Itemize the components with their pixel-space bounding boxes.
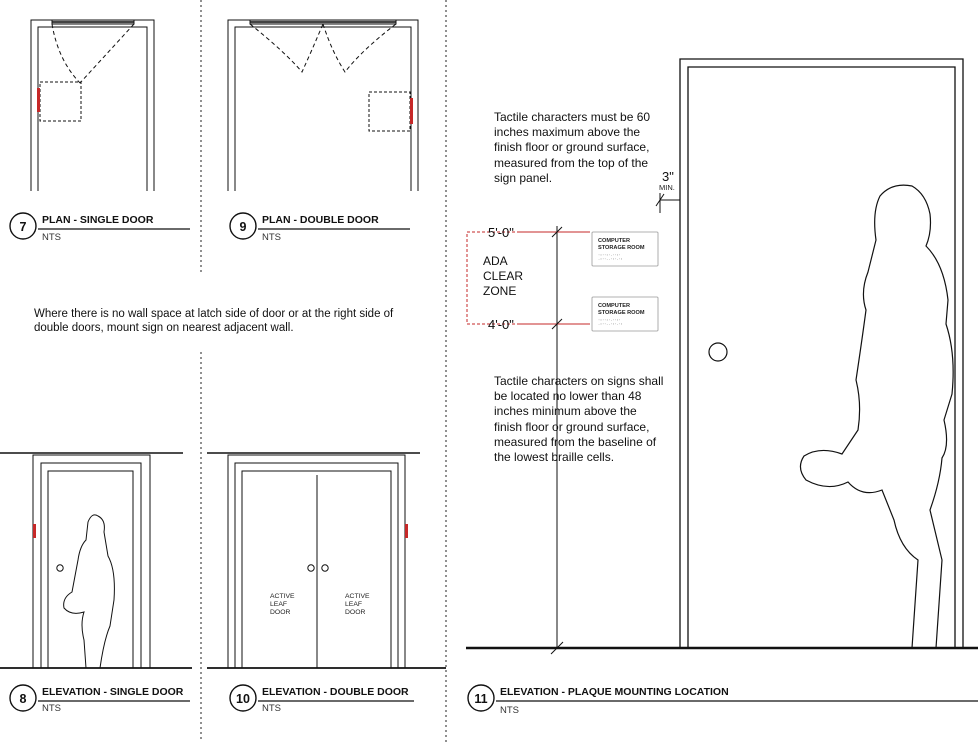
- dimension-clearance-sub: MIN.: [659, 183, 675, 192]
- svg-text:ACTIVE: ACTIVE: [270, 593, 295, 600]
- svg-text:ELEVATION - DOUBLE DOOR: ELEVATION - DOUBLE DOOR: [262, 686, 409, 698]
- svg-text:DOOR: DOOR: [270, 609, 291, 616]
- sign-plaque-bottom: [592, 297, 658, 331]
- svg-text:COMPUTER: COMPUTER: [598, 303, 631, 309]
- svg-text:NTS: NTS: [262, 232, 281, 243]
- plan-single-door: [31, 20, 154, 191]
- note-max-height: Tactile characters must be 60 inches maximum above the finish floor or ground surface, measured from the top of the sign panel.: [494, 110, 651, 185]
- note-min-height: Tactile characters on signs shall be located no lower than 48 inches minimum above the finish floor or ground surface, measured from the baseline of the lowest braille cells.: [494, 374, 664, 465]
- svg-text:NTS: NTS: [500, 705, 519, 716]
- svg-text:.:··..·:·.·:: .:··..·:·.·:: [598, 257, 623, 261]
- svg-text:·:··:·.··:·: ·:··:·.··:·: [598, 253, 621, 257]
- sign-marker-red: [410, 98, 413, 124]
- elevation-single-door: [0, 453, 192, 668]
- svg-text:7: 7: [19, 220, 27, 234]
- title-block-10: [230, 685, 414, 714]
- svg-text:COMPUTER: COMPUTER: [598, 238, 631, 244]
- dimension-bottom: 4'-0": [488, 317, 514, 332]
- svg-text:ELEVATION - PLAQUE MOUNTING LO: ELEVATION - PLAQUE MOUNTING LOCATION: [500, 686, 729, 698]
- sign-marker-red: [37, 88, 40, 112]
- plan-double-door: [228, 20, 418, 191]
- active-leaf-right: [345, 593, 370, 616]
- title-block-7: [10, 213, 190, 243]
- clear-zone-label-2: CLEAR: [483, 269, 524, 283]
- title-block-9: [230, 213, 410, 243]
- person-silhouette: [64, 515, 115, 668]
- clear-zone-label-3: ZONE: [483, 284, 517, 298]
- svg-text:NTS: NTS: [262, 703, 281, 714]
- svg-text:NTS: NTS: [42, 232, 61, 243]
- clear-zone-label-1: ADA: [483, 254, 508, 268]
- svg-text:LEAF: LEAF: [345, 601, 362, 608]
- title-block-8: [10, 685, 190, 714]
- sign-plaque-top: [592, 232, 658, 266]
- svg-text:9: 9: [239, 220, 247, 234]
- svg-text:STORAGE ROOM: STORAGE ROOM: [598, 310, 645, 316]
- svg-text:ELEVATION - SINGLE DOOR: ELEVATION - SINGLE DOOR: [42, 686, 184, 698]
- svg-text:ACTIVE: ACTIVE: [345, 593, 370, 600]
- svg-text:.:··..·:·.·:: .:··..·:·.·:: [598, 322, 623, 326]
- active-leaf-left: [270, 593, 295, 616]
- svg-text:DOOR: DOOR: [345, 609, 366, 616]
- svg-text:8: 8: [19, 692, 27, 706]
- svg-text:PLAN - SINGLE DOOR: PLAN - SINGLE DOOR: [42, 214, 154, 226]
- svg-text:NTS: NTS: [42, 703, 61, 714]
- svg-text:10: 10: [236, 692, 250, 706]
- svg-text:PLAN - DOUBLE DOOR: PLAN - DOUBLE DOOR: [262, 214, 379, 226]
- dimension-clearance: 3": [662, 169, 674, 184]
- dimension-top: 5'-0": [488, 225, 514, 240]
- svg-text:LEAF: LEAF: [270, 601, 287, 608]
- elevation-double-door: [207, 453, 446, 668]
- panel-dividers: [201, 0, 446, 742]
- svg-text:STORAGE ROOM: STORAGE ROOM: [598, 245, 645, 251]
- title-block-11: [468, 685, 978, 716]
- note-adjacent-wall: Where there is no wall space at latch side of door or at the right side of double doors, mount sign on nearest adjacent wall.: [34, 308, 394, 334]
- svg-text:11: 11: [474, 692, 488, 706]
- svg-text:·:··:·.··:·: ·:··:·.··:·: [598, 318, 621, 322]
- person-silhouette-large: [800, 185, 953, 648]
